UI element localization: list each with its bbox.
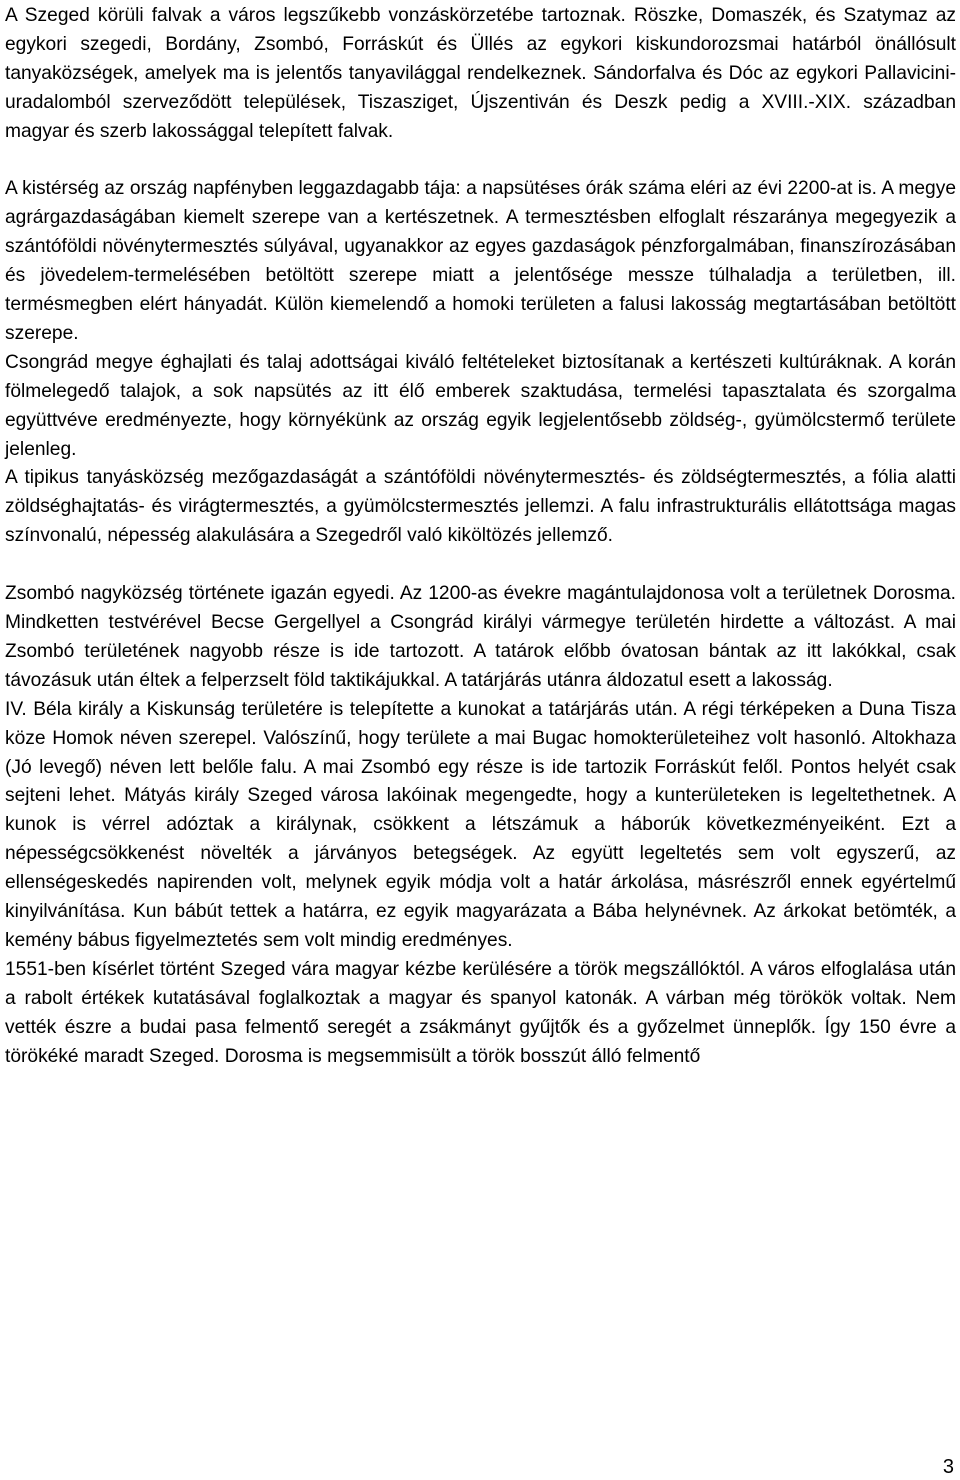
paragraph-villages: A Szeged körüli falvak a város legszűkebb vonzáskörzetébe tartoznak. Röszke, Domaszék, és Szatymaz az egykori szegedi, Bordány, Zsombó, Forráskút és Üllés az egykori kiskundorozsmai határból önállósult tanyaközségek, amelyek ma is jelentős tanyavilággal rendelkeznek. Sándorfalva és Dóc az egykori Pallavicini-uradalomból szerveződött települések, Tiszasziget, Újszentiván és Deszk pedig a XVIII.-XIX. században magyar és szerb lakossággal telepített falvak. <box>5 5 956 142</box>
paragraph-bela-king: IV. Béla király a Kiskunság területére is telepítette a kunokat a tatárjárás után. A régi térképeken a Duna Tisza köze Homok néven szerepel. Valószínű, hogy területe a mai Bugac homokterületeihez volt hasonló. Altokhaza (Jó levegő) néven lett belőle falu. A mai Zsombó egy része is ide tartozik Forráskút felől. Pontos helyét csak sejteni lehet. Mátyás király Szeged városa lakóinak megengedte, hogy a kunterületeken is legeltethetnek. A kunok is vérrel adóztak a királynak, csökkent a létszámuk a háborúk következményeiként. Ezt a népességcsökkenést növelték a járványos betegségek. Az együtt legeltetés sem volt egyszerű, az ellenségeskedés napirenden volt, melynek egyik módja volt a határ árkolása, másrészről ennek egyértelmű kinyilvánítása. Kun bábút tettek a határra, ez egyik magyarázata a Bába helynévnek. Az árkokat betömték, a kemény bábus figyelmeztetés sem volt mindig eredményes. <box>5 698 956 951</box>
page-number: 3 <box>942 1456 954 1478</box>
paragraph-csongrad-climate: Csongrád megye éghajlati és talaj adottságai kiváló feltételeket biztosítanak a kertészeti kultúráknak. A korán fölmelegedő talajok, a sok napsütés az itt élő emberek szaktudása, termelési tapasztalata és szorgalma együttvéve eredményezte, hogy környékünk az ország egyik legjelentősebb zöldség-, gyümölcstermő területe jelenleg. <box>5 351 956 460</box>
paragraph-gap <box>5 147 956 176</box>
document-page <box>5 2 956 1072</box>
paragraph-1551: 1551-ben kísérlet történt Szeged vára magyar kézbe kerülésére a török megszállóktól. A város elfoglalása után a rabolt értékek kutatásával foglalkoztak a magyar és spanyol katonák. A várban még törökök voltak. Nem vették észre a budai pasa felmentő seregét a zsákmányt gyűjtők és a győzelmet ünneplők. Így 150 évre a törökéké maradt Szeged. Dorosma is megsemmisült a török bosszút álló felmentő <box>5 958 956 1067</box>
paragraph-typical-farming: A tipikus tanyásközség mezőgazdaságát a szántóföldi növénytermesztés- és zöldségtermesztés, a fólia alatti zöldséghajtatás- és virágtermesztés, a gyümölcstermesztés jellemzi. A falu infrastrukturális ellátottsága magas színvonalú, népesség alakulására a Szegedről való kiköltözés jellemző. <box>5 467 956 547</box>
paragraph-gap <box>5 551 956 580</box>
paragraph-zsombo-history: Zsombó nagyközség története igazán egyedi. Az 1200-as évekre magántulajdonosa volt a területnek Dorosma. Mindketten testvérével Becse Gergellyel a Csongrád királyi vármegye területén hirdette a változást. A mai Zsombó területének nagyobb része is ide tartozott. A tatárok előbb óvatosan bántak az itt lakókkal, csak távozásuk után éltek a felperzselt föld taktikájukkal. A tatárjárás utánra áldozatul esett a lakosság. <box>5 583 956 691</box>
paragraph-sunshine-horticulture: A kistérség az ország napfényben leggazdagabb tája: a napsütéses órák száma eléri az évi 2200-at is. A megye agrárgazdaságában kiemelt szerepe van a kertészetnek. A termesztésben elfoglalt részaránya megegyezik a szántóföldi növénytermesztés súlyával, ugyanakkor az egyes gazdaságok pénzforgalmában, finanszírozásában és jövedelem-termelésében betöltött szerepe miatt a jelentősége messze túlhaladja a területben, ill. termésmegben elért hányadát. Külön kiemelendő a homoki területen a falusi lakosság megtartásában betöltött szerepe. <box>5 178 956 344</box>
